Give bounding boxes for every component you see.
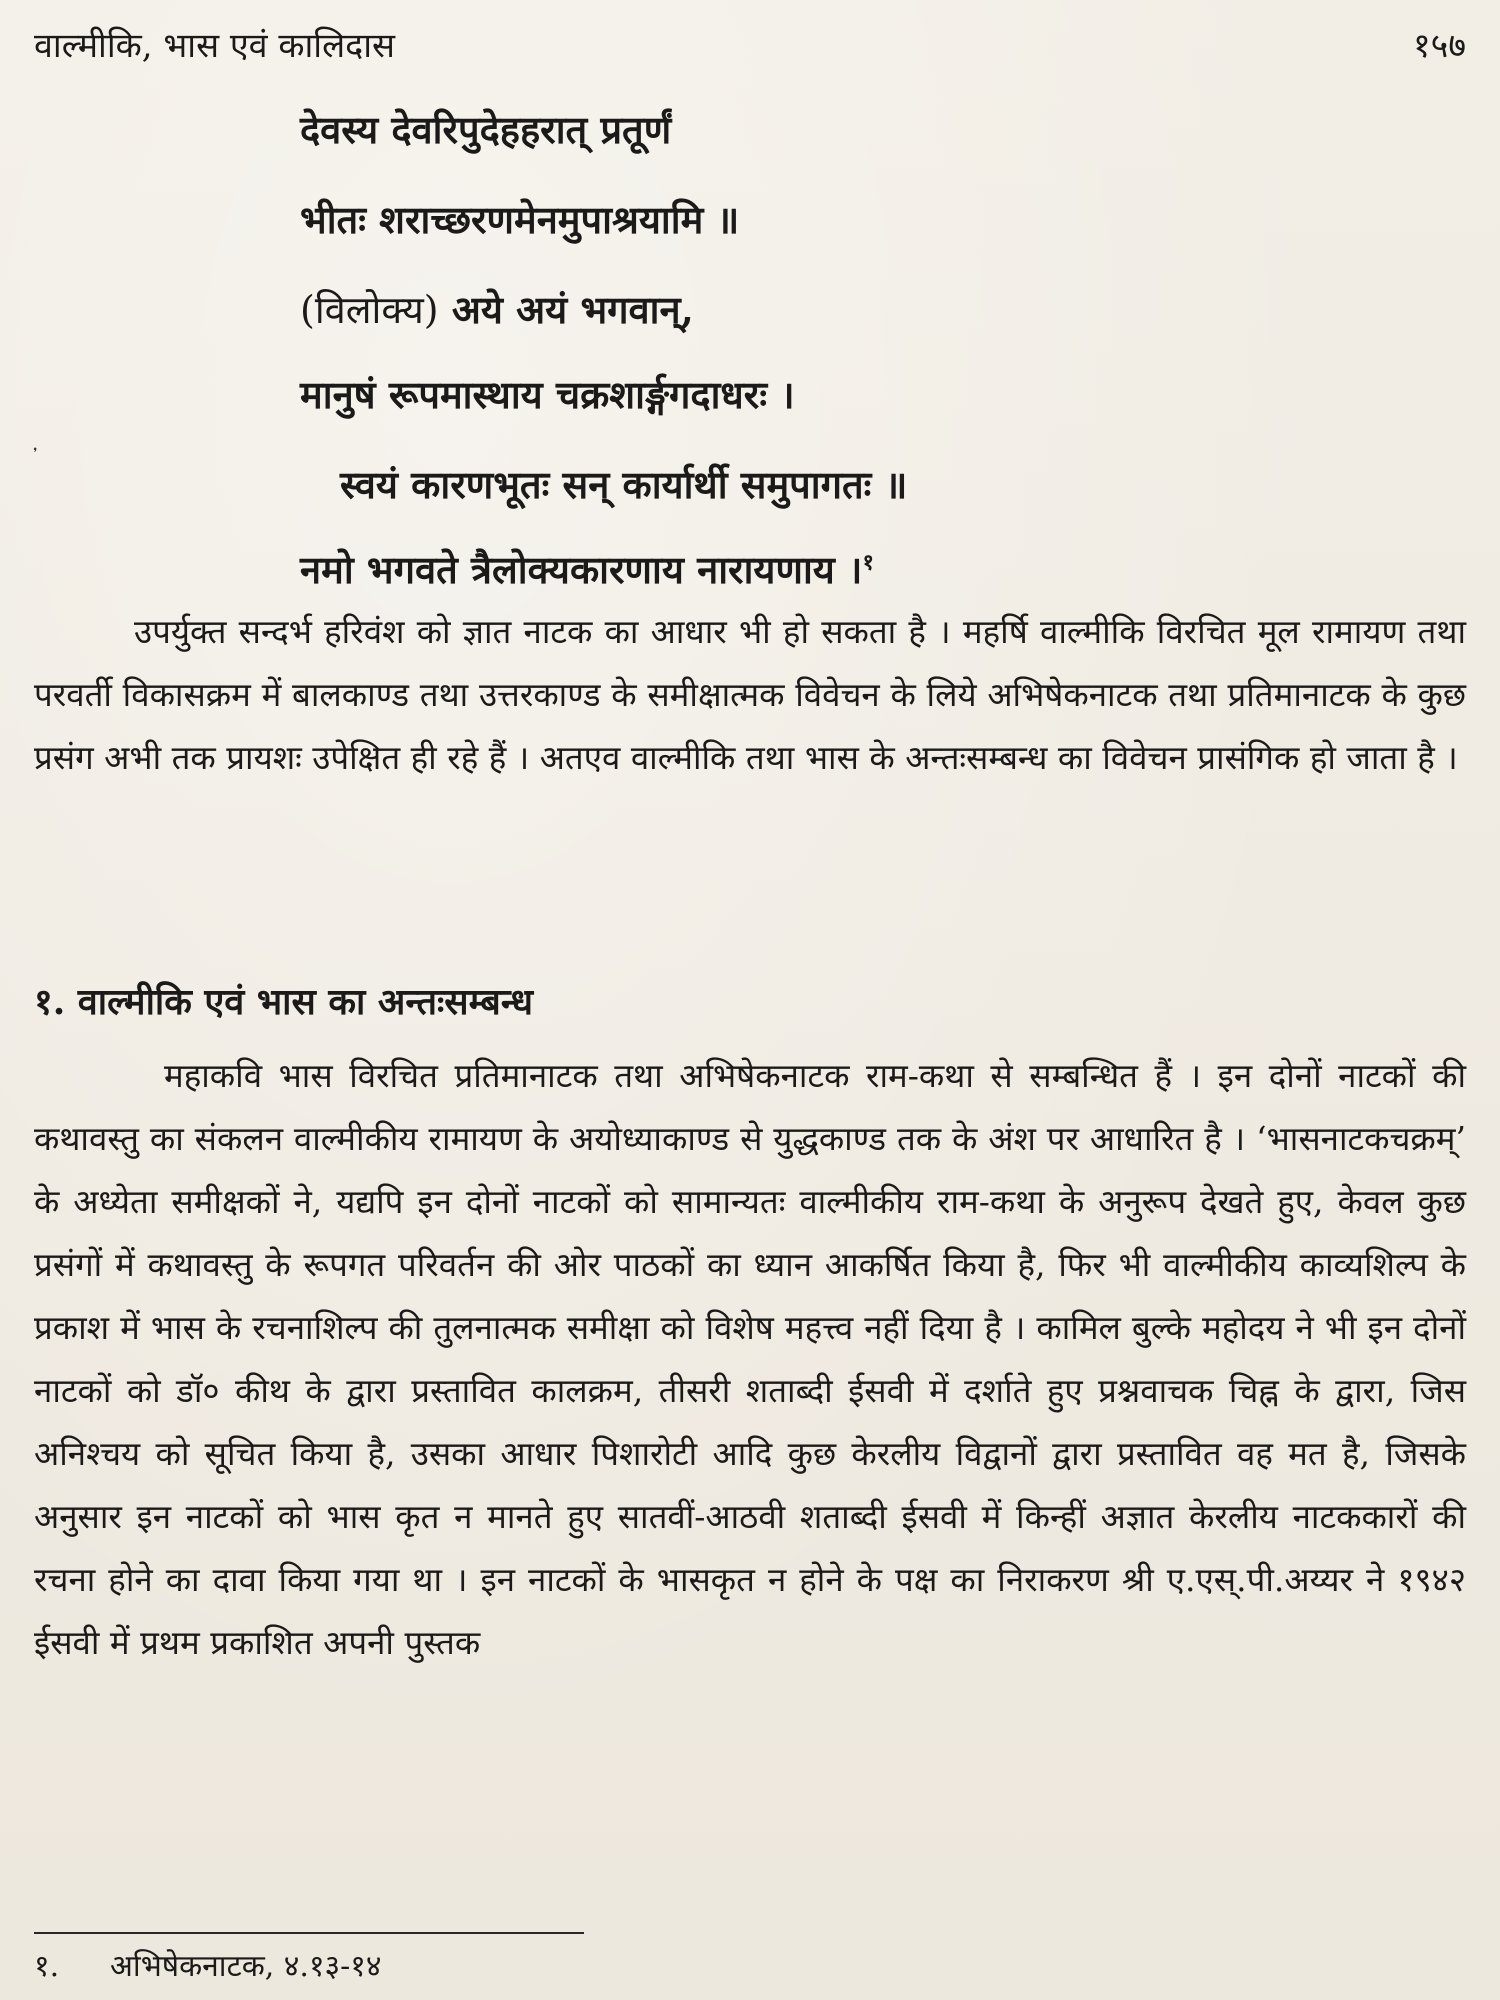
body-text-section-2 [34,1044,1466,1674]
verse-line-5: स्वयं कारणभूतः सन् कार्यार्थी समुपागतः ॥ [340,462,908,507]
verse-line-3-text: अये अयं भगवान्, [438,287,694,332]
paragraph-1: उपर्युक्त सन्दर्भ हरिवंश को ज्ञात नाटक का आधार भी हो सकता है । महर्षि वाल्मीकि विरचित मूल रामायण तथा परवर्ती विकासक्रम में बालकाण्ड तथा उत्तरकाण्ड के समीक्षात्मक विवेचन के लिये अभिषेकनाटक तथा प्रतिमानाटक के कुछ प्रसंग अभी तक प्रायशः उपेक्षित ही रहे हैं । अतएव वाल्मीकि तथा भास के अन्तःसम्बन्ध का विवेचन प्रासंगिक हो जाता है । [34,612,1466,777]
footnote-marker: १ [862,549,874,576]
footnote-number: १. [34,1949,60,1984]
verse-line-6-text: नमो भगवते त्रैलोक्यकारणाय नारायणाय । [300,547,863,592]
footnote-text: अभिषेकनाटक, ४.१३-१४ [110,1949,382,1984]
verse-line-4: मानुषं रूपमास्थाय चक्रशार्ङ्गगदाधरः । [300,372,795,417]
stage-direction: (विलोक्य) [300,288,439,332]
section-heading: १. वाल्मीकि एवं भास का अन्तःसम्बन्ध [34,981,533,1023]
page-number: १५७ [1412,26,1466,66]
verse-line-2: भीतः शराच्छरणमेनमुपाश्रयामि ॥ [300,197,740,242]
verse-line-6 [300,545,874,595]
page-header [34,18,1466,74]
verse-line-3 [300,285,694,335]
footnote-divider [34,1932,584,1934]
stray-ink-mark [40,450,50,464]
footnote [34,1945,382,1989]
body-text-section-1 [34,600,1466,789]
verse-line-1: देवस्य देवरिपुदेहहरात् प्रतूर्णं [300,107,672,152]
running-head: वाल्मीकि, भास एवं कालिदास [34,26,395,66]
paragraph-2: महाकवि भास विरचित प्रतिमानाटक तथा अभिषेकनाटक राम-कथा से सम्बन्धित हैं । इन दोनों नाटकों की कथावस्तु का संकलन वाल्मीकीय रामायण के अयोध्याकाण्ड से युद्धकाण्ड तक के अंश पर आधारित है । ‘भासनाटकचक्रम्’ के अध्येता समीक्षकों ने, यद्यपि इन दोनों नाटकों को सामान्यतः वाल्मीकीय राम-कथा के अनुरूप देखते हुए, केवल कुछ प्रसंगों में कथावस्तु के रूपगत परिवर्तन की ओर पाठकों का ध्यान आकर्षित किया है, फिर भी वाल्मीकीय काव्यशिल्प के प्रकाश में भास के रचनाशिल्प की तुलनात्मक समीक्षा को विशेष महत्त्व नहीं दिया है । कामिल बुल्के महोदय ने भी इन दोनों नाटकों को डॉ० कीथ के द्वारा प्रस्तावित कालक्रम, तीसरी शताब्दी ईसवी में दर्शाते हुए प्रश्नवाचक चिह्न के द्वारा, जिस अनिश्चय को सूचित किया है, उसका आधार पिशारोटी आदि कुछ केरलीय विद्वानों द्वारा प्रस्तावित वह मत है, जिसके अनुसार इन नाटकों को भास कृत न मानते हुए सातवीं-आठवी शताब्दी ईसवी में किन्हीं अज्ञात केरलीय नाटककारों की रचना होने का दावा किया गया था । इन नाटकों के भासकृत न होने के पक्ष का निराकरण श्री ए.एस्.पी.अय्यर ने १९४२ ईसवी में प्रथम प्रकाशित अपनी पुस्तक [34,1056,1466,1662]
